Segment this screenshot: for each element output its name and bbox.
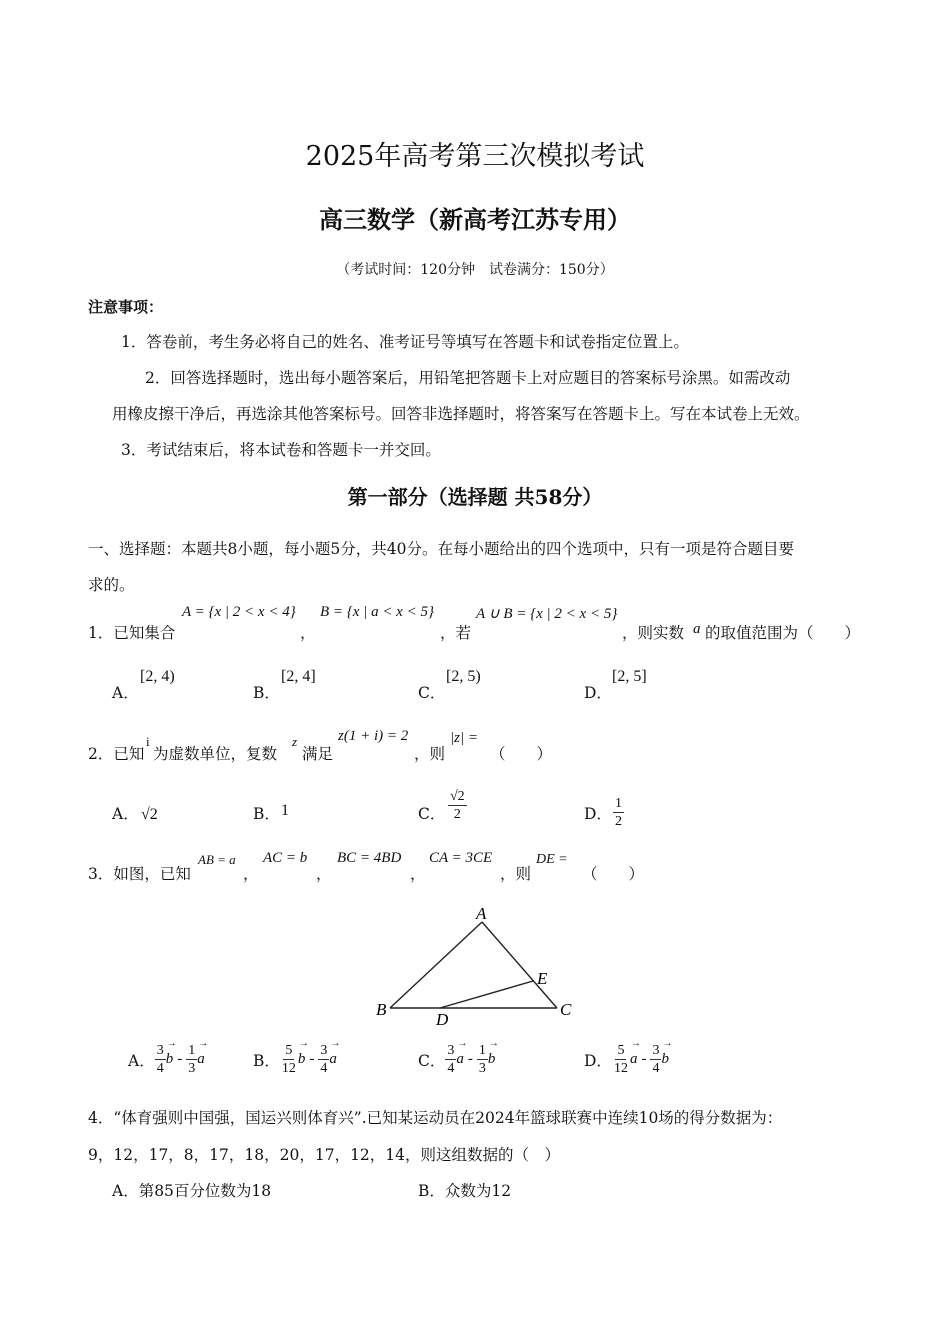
q3-segment-ac <box>482 922 557 1008</box>
notice-item-1: 1．答卷前，考生务必将自己的姓名、准考证号等填写在答题卡和试卷指定位置上。 <box>121 333 689 351</box>
q3-option-d-label: D． <box>584 1051 612 1070</box>
q1-option-a-value: [2, 4) <box>140 668 175 685</box>
q2-option-b-label: B． <box>253 805 280 823</box>
q3-option-b <box>253 1042 337 1077</box>
q3-sep-1: ， <box>243 865 259 883</box>
q1-set-b: B = {x | a < x < 5} <box>320 604 434 620</box>
section-heading: 第一部分（选择题 共58分） <box>347 485 603 509</box>
q3-point-b: B <box>376 1000 387 1019</box>
section-instruction-line-1: 一、选择题：本题共8小题，每小题5分，共40分。在每小题给出的四个选项中，只有一项是符合题目要 <box>88 540 794 558</box>
q3-condition-4: CA = 3CE <box>429 850 493 866</box>
q2-tail: （ ） <box>490 745 553 763</box>
q1-option-d-label: D． <box>584 684 612 702</box>
q3-option-b-n2: 3 <box>320 1043 328 1058</box>
q3-option-d-d2: 4 <box>652 1061 660 1076</box>
q2-imaginary-i: i <box>146 734 150 749</box>
q1-comma-2: ，若 <box>440 624 472 642</box>
q1-option-c-label: C． <box>418 684 446 702</box>
q1-option-b-label: B． <box>253 684 280 702</box>
q1-prefix: 1．已知集合 <box>88 624 176 642</box>
q3-option-a <box>128 1042 205 1077</box>
q3-mid: ，则 <box>500 865 532 883</box>
q1-suffix: ，则实数 <box>622 624 685 642</box>
q2-abs-z: |z| = <box>450 730 478 746</box>
notice-item-2-line-2: 用橡皮擦干净后，再选涂其他答案标号。回答非选择题时，将答案写在答题卡上。写在本试卷上无效。 <box>112 405 810 423</box>
q3-condition-3: BC = 4BD <box>337 850 402 866</box>
q4-option-b: B．众数为12 <box>418 1182 512 1200</box>
q3-condition-1: AB = a <box>198 852 236 867</box>
q3-option-a-d1: 4 <box>156 1061 164 1076</box>
q4-option-a: A．第85百分位数为18 <box>112 1182 272 1200</box>
q2-option-d-numerator: 1 <box>615 796 622 811</box>
q3-option-a-n2: 1 <box>188 1043 196 1058</box>
q3-point-d: D <box>436 1010 449 1029</box>
q2-option-d-label: D． <box>584 805 612 823</box>
q3-segment-ab <box>390 922 482 1008</box>
q3-option-c-minus: - <box>467 1051 473 1067</box>
q3-sep-2: ， <box>316 865 332 883</box>
q3-option-d-vec-1: → a <box>630 1051 638 1068</box>
q3-option-b-vec-2: → a <box>329 1051 337 1068</box>
notice-item-2-line-1: 2．回答选择题时，选出每小题答案后，用铅笔把答题卡上对应题目的答案标号涂黑。如需改动 <box>145 369 791 387</box>
q2-var-z: z <box>292 734 298 749</box>
q3-sep-3: ， <box>410 865 426 883</box>
q3-option-d <box>584 1042 669 1077</box>
q3-point-e: E <box>537 969 548 988</box>
q3-option-c-d1: 4 <box>447 1061 455 1076</box>
q1-option-d-value: [2, 5] <box>612 668 647 685</box>
q3-option-a-label: A． <box>128 1051 155 1070</box>
q2-mid-2: 满足 <box>302 745 334 763</box>
notice-item-3: 3．考试结束后，将本试卷和答题卡一并交回。 <box>121 441 441 459</box>
q2-prefix: 2．已知 <box>88 745 145 763</box>
q3-option-c <box>418 1042 495 1077</box>
q3-option-c-n1: 3 <box>447 1043 455 1058</box>
q1-var-a: a <box>693 621 701 637</box>
q3-option-b-d1: 12 <box>281 1061 296 1076</box>
q2-option-c-fraction <box>448 788 467 823</box>
q3-option-c-n2: 1 <box>478 1043 486 1058</box>
q3-condition-2: AC = b <box>263 850 308 866</box>
q3-option-c-vec-1: → a <box>456 1051 464 1068</box>
q3-point-a: A <box>476 904 487 923</box>
q3-option-c-d2: 3 <box>478 1061 486 1076</box>
section-instruction-line-2: 求的。 <box>88 576 135 594</box>
q3-triangle-figure <box>370 900 580 1030</box>
q3-option-d-n2: 3 <box>652 1043 660 1058</box>
q1-set-a: A = {x | 2 < x < 4} <box>182 604 296 620</box>
q2-equation: z(1 + i) = 2 <box>338 728 409 744</box>
q3-prefix: 3．如图，已知 <box>88 865 191 883</box>
q3-option-d-d1: 12 <box>613 1061 628 1076</box>
q3-option-c-label: C． <box>418 1051 446 1070</box>
q3-option-d-minus: - <box>641 1051 647 1067</box>
q3-option-c-vec-2: → b <box>488 1051 496 1068</box>
q2-mid-3: ，则 <box>414 745 446 763</box>
q3-ask: DE = <box>536 852 568 867</box>
q3-segment-de <box>440 981 533 1008</box>
q2-option-a-label: A． <box>112 805 139 823</box>
q3-option-a-vec-1: → b <box>166 1051 174 1068</box>
exam-title: 2025年高考第三次模拟考试 <box>305 141 645 172</box>
q3-tail: （ ） <box>582 865 645 883</box>
q2-option-c-label: C． <box>418 805 446 823</box>
q1-option-c-value: [2, 5) <box>446 668 481 685</box>
exam-info: （考试时间：120分钟 试卷满分：150分） <box>336 262 614 278</box>
q3-option-b-minus: - <box>309 1051 315 1067</box>
q1-option-a-label: A． <box>112 684 139 702</box>
q3-option-b-label: B． <box>253 1051 280 1070</box>
exam-subtitle: 高三数学（新高考江苏专用） <box>319 205 631 234</box>
q2-option-b-value: 1 <box>281 802 289 819</box>
q2-option-c-denominator: 2 <box>453 807 461 822</box>
q3-option-b-n1: 5 <box>285 1043 293 1058</box>
q2-option-d-fraction <box>613 795 624 830</box>
q4-line-2: 9，12，17，8，17，18，20，17，12，14，则这组数据的（ ） <box>88 1146 561 1164</box>
q3-option-b-vec-1: → b <box>298 1051 306 1068</box>
q3-option-a-n1: 3 <box>156 1043 164 1058</box>
q3-option-a-d2: 3 <box>188 1061 196 1076</box>
q2-option-d-denominator: 2 <box>615 814 622 829</box>
q3-option-a-vec-2: → a <box>197 1051 205 1068</box>
notice-heading: 注意事项： <box>88 298 164 316</box>
q1-option-b-value: [2, 4] <box>281 668 316 685</box>
q3-option-a-minus: - <box>177 1051 183 1067</box>
q1-suffix-2: 的取值范围为（ ） <box>705 624 861 642</box>
q2-mid-1: 为虚数单位，复数 <box>153 745 278 763</box>
q1-union: A ∪ B = {x | 2 < x < 5} <box>476 606 618 622</box>
q3-option-d-vec-2: → b <box>661 1051 669 1068</box>
q2-option-c-numerator: √2 <box>450 789 465 804</box>
q2-option-a-value: √2 <box>141 806 158 823</box>
q1-comma-1: ， <box>300 624 316 642</box>
q4-line-1: 4．“体育强则中国强，国运兴则体育兴”.已知某运动员在2024年篮球联赛中连续10场的得分数据为： <box>88 1109 783 1127</box>
q3-option-d-n1: 5 <box>617 1043 625 1058</box>
q3-option-b-d2: 4 <box>320 1061 328 1076</box>
q3-point-c: C <box>560 1000 572 1019</box>
